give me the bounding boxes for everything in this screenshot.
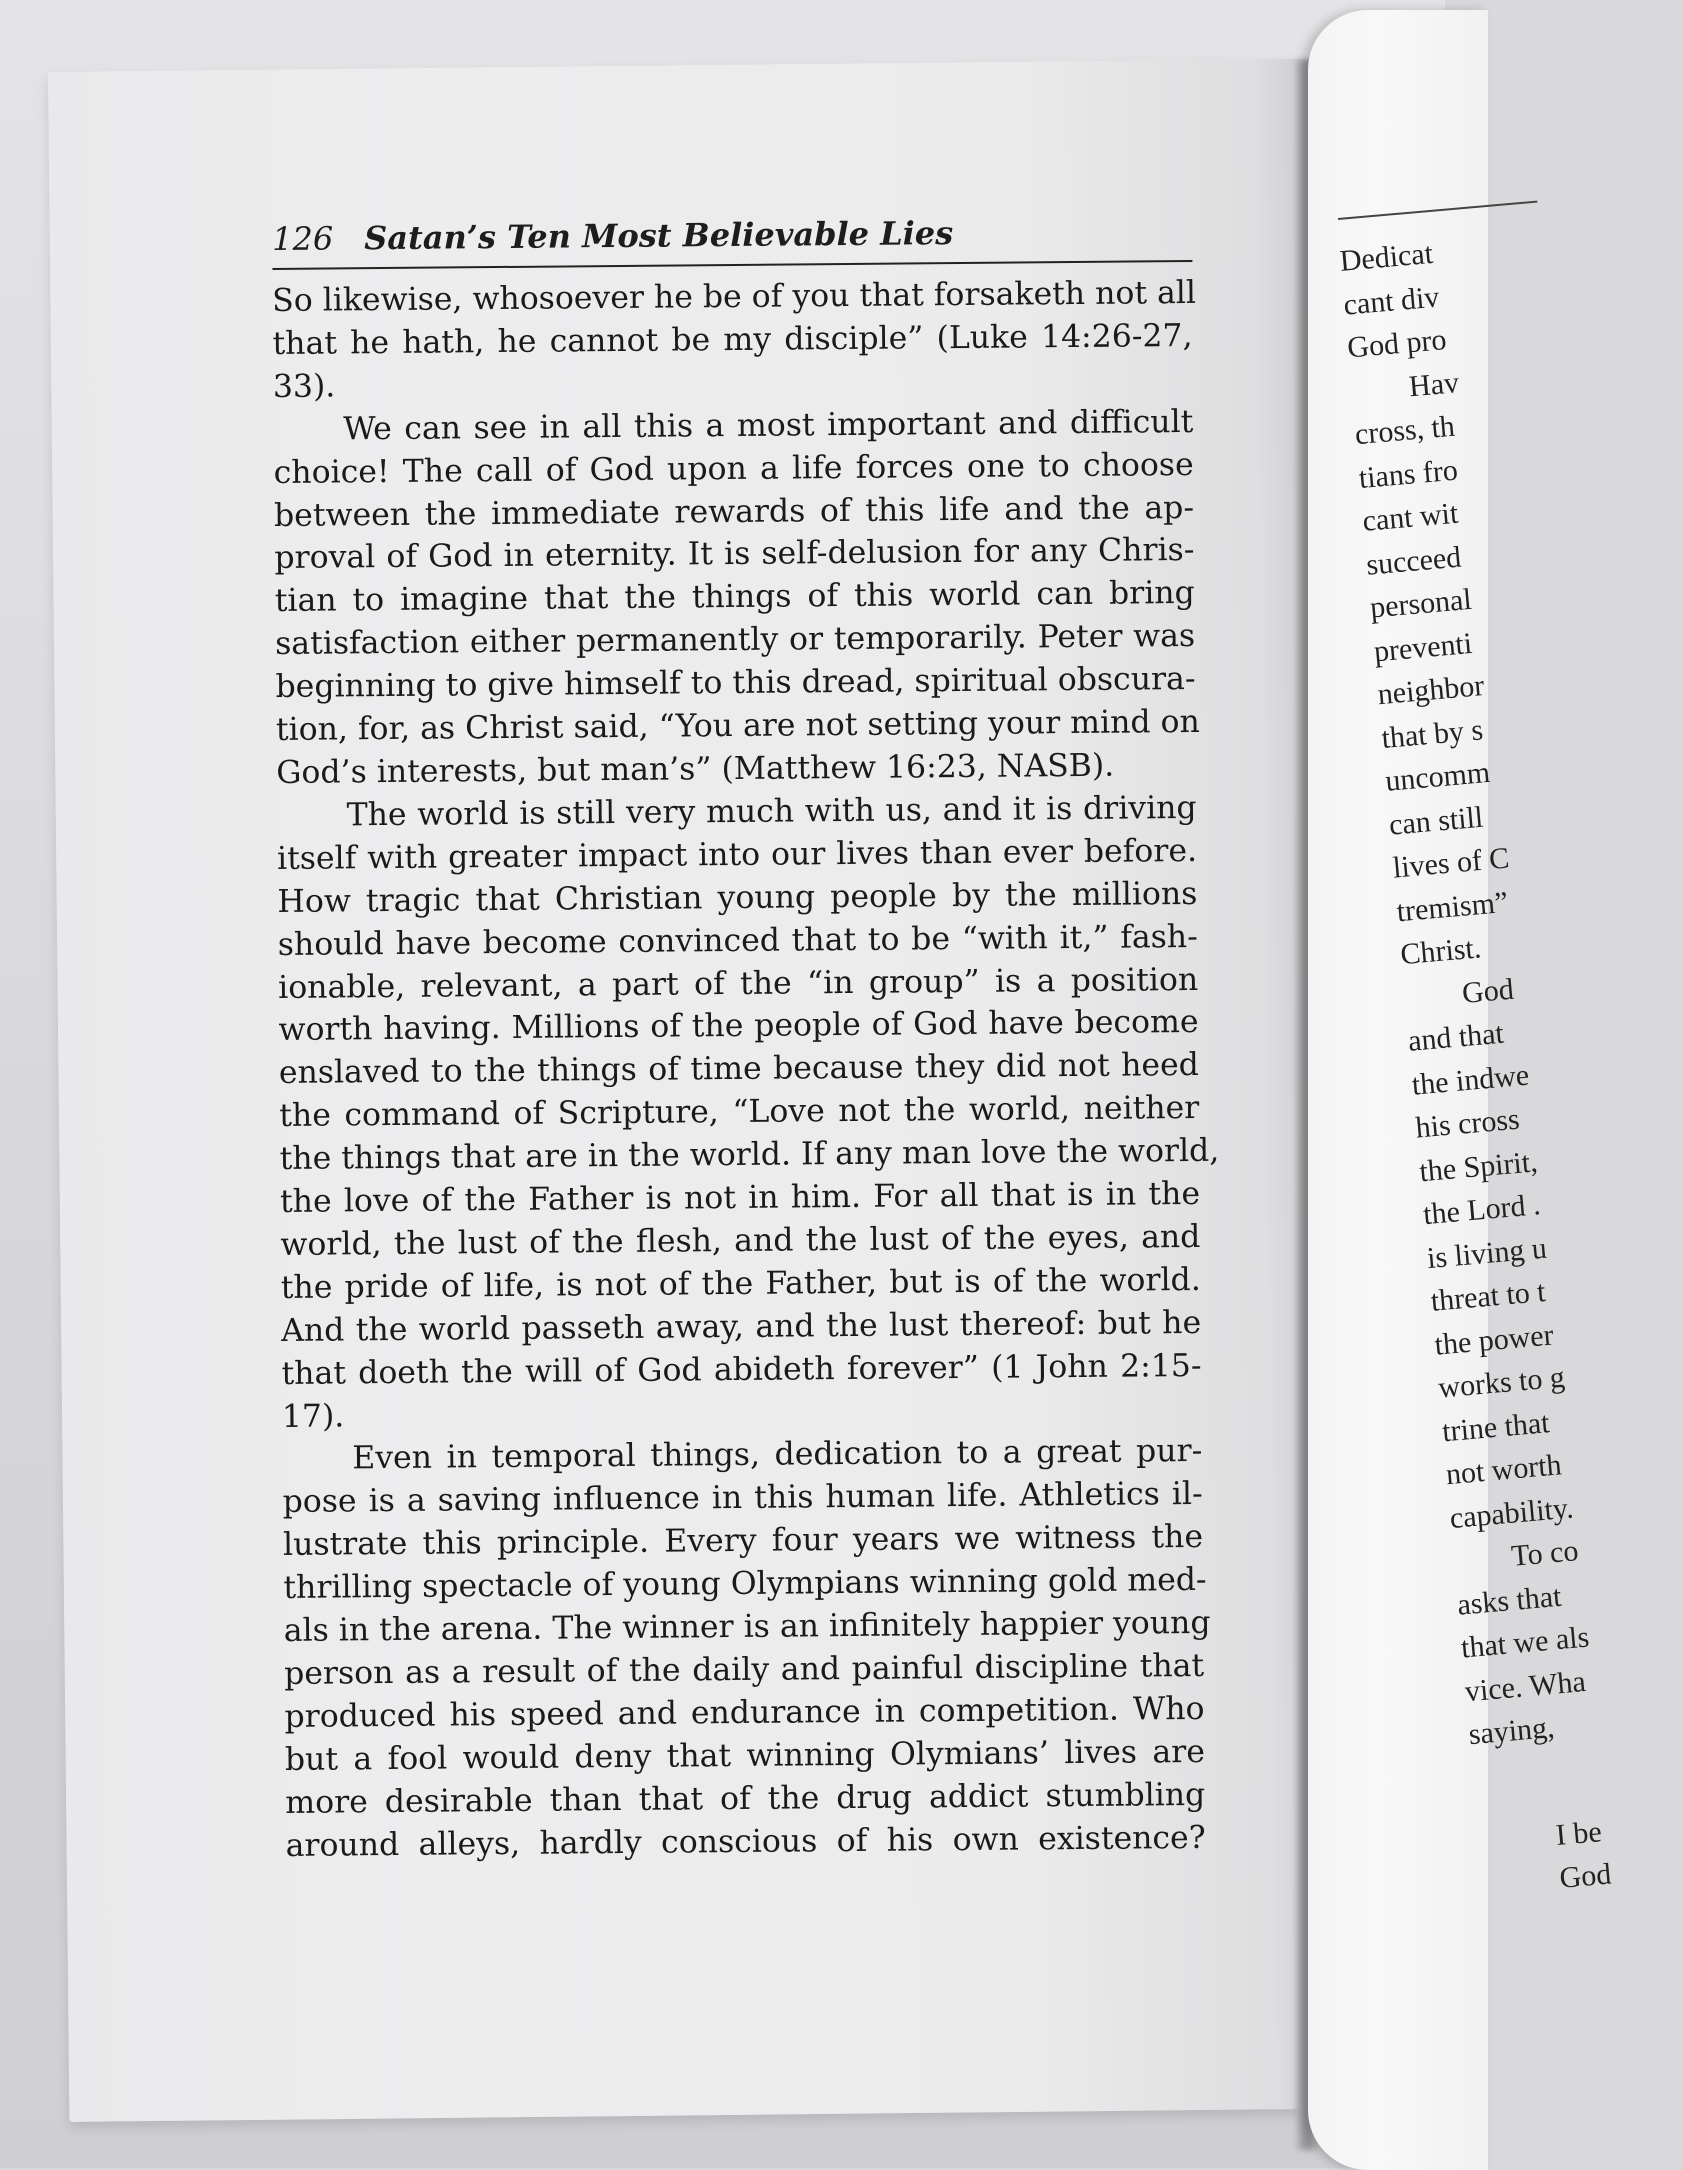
- text-line: worth having. Millions of the people of God have become: [278, 1004, 1199, 1049]
- text-line: Even in temporal things, dedication to a great pur-: [352, 1433, 1203, 1477]
- right-page-line: God pro: [1346, 323, 1448, 365]
- text-line: the things that are in the world. If any man love the world,: [279, 1132, 1220, 1178]
- right-page-line: cant div: [1342, 279, 1441, 322]
- text-line: should have become convinced that to be “with it,” fash-: [277, 918, 1198, 963]
- right-page-line: the power: [1433, 1317, 1555, 1362]
- right-page-line: uncomm: [1383, 755, 1492, 798]
- right-page-line: trine that: [1440, 1405, 1551, 1448]
- text-line: pose is a saving influence in this human life. Athletics il-: [282, 1476, 1203, 1521]
- text-line: So likewise, whosoever he be of you that forsaketh not all: [272, 274, 1197, 319]
- right-page-line: Christ.: [1399, 931, 1483, 972]
- book-title: Satan’s Ten Most Believable Lies: [364, 214, 954, 258]
- text-line: between the immediate rewards of this life and the ap-: [273, 489, 1195, 534]
- right-page-line: capability.: [1448, 1490, 1575, 1535]
- right-page-line: succeed: [1364, 540, 1463, 582]
- right-page-line: asks that: [1455, 1579, 1563, 1622]
- page-number: 126: [272, 219, 334, 258]
- right-page-line: that we als: [1459, 1620, 1591, 1665]
- text-line: thrilling spectacle of young Olympians winning gold med-: [283, 1562, 1207, 1607]
- right-page-line: God: [1558, 1857, 1613, 1895]
- text-line: 33).: [272, 368, 336, 405]
- text-line: the pride of life, is not of the Father, but is of the world.: [280, 1261, 1201, 1306]
- text-line: that he hath, he cannot be my disciple” (Luke 14:26-27,: [272, 317, 1193, 362]
- text-line: choice! The call of God upon a life forces one to choose: [273, 446, 1194, 491]
- text-line: world, the lust of the flesh, and the lust of the eyes, and: [280, 1218, 1201, 1263]
- text-line: als in the arena. The winner is an infinitely happier young: [283, 1604, 1211, 1650]
- right-page-header-rule: [1338, 201, 1537, 220]
- right-page-line: personal: [1368, 582, 1473, 625]
- text-line: the command of Scripture, “Love not the world, neither: [279, 1090, 1200, 1135]
- right-page-line: cant wit: [1361, 496, 1460, 538]
- text-line: ionable, relevant, a part of the “in group” is a position: [278, 961, 1199, 1006]
- text-line: produced his speed and endurance in competition. Who: [284, 1690, 1205, 1735]
- text-line: And the world passeth away, and the lust thereof: but he: [281, 1304, 1202, 1349]
- text-line: God’s interests, but man’s” (Matthew 16:23, NASB).: [276, 747, 1115, 791]
- text-line: person as a result of the daily and painful discipline that: [284, 1647, 1205, 1692]
- right-page-line: Hav: [1407, 365, 1461, 403]
- right-page-text: [1338, 223, 1683, 1908]
- right-page-line: God: [1460, 972, 1516, 1010]
- text-line: the love of the Father is not in him. For all that is in the: [279, 1175, 1201, 1220]
- right-page-line: saying,: [1467, 1710, 1556, 1752]
- right-page-line: To co: [1509, 1534, 1580, 1573]
- text-line: We can see in all this a most important and difficult: [343, 403, 1194, 448]
- right-page-line: tians fro: [1357, 453, 1460, 495]
- body-text: [272, 272, 1220, 1867]
- right-page-line: Dedicat: [1338, 236, 1435, 278]
- text-line: The world is still very much with us, and it is driving: [346, 789, 1197, 834]
- text-line: beginning to give himself to this dread, spiritual obscura-: [275, 661, 1196, 706]
- text-line: 17).: [281, 1397, 345, 1435]
- right-page-line: the Lord .: [1421, 1188, 1542, 1232]
- right-page-line: preventi: [1372, 626, 1474, 668]
- text-line: itself with greater impact into our lives than ever before.: [276, 832, 1198, 877]
- right-page-line: the Spirit,: [1418, 1144, 1539, 1188]
- right-page-line: and that: [1406, 1016, 1506, 1058]
- right-page-line: is living u: [1425, 1231, 1549, 1275]
- text-line: proval of God in eternity. It is self-delusion for any Chris-: [274, 532, 1195, 577]
- right-page-line: his cross: [1414, 1102, 1521, 1145]
- right-page-line: lives of C: [1391, 841, 1511, 885]
- right-page-line: can still: [1387, 800, 1485, 842]
- right-page-line: the indwe: [1410, 1058, 1531, 1102]
- right-page-line: I be: [1554, 1814, 1603, 1852]
- right-page: [1308, 10, 1613, 2170]
- running-header: [272, 210, 1192, 270]
- text-line: that doeth the will of God abideth forever” (1 John 2:15-: [281, 1347, 1202, 1392]
- text-line: tion, for, as Christ said, “You are not setting your mind on: [275, 703, 1201, 749]
- right-page-line: that by s: [1380, 712, 1485, 755]
- right-page-line: threat to t: [1429, 1274, 1547, 1318]
- text-line: lustrate this principle. Every four years we witness the: [282, 1519, 1204, 1564]
- text-line: How tragic that Christian young people by the millions: [277, 875, 1198, 920]
- right-page-line: tremism”: [1395, 885, 1510, 928]
- text-line: more desirable than that of the drug addict stumbling: [285, 1776, 1206, 1821]
- text-line: tian to imagine that the things of this world can bring: [274, 575, 1195, 620]
- text-line: but a fool would deny that winning Olymians’ lives are: [284, 1733, 1206, 1778]
- text-line: satisfaction either permanently or temporarily. Peter was: [275, 618, 1196, 663]
- right-page-line: cross, th: [1353, 409, 1457, 452]
- text-line: around alleys, hardly conscious of his own existence?: [285, 1819, 1206, 1864]
- text-line: enslaved to the things of time because they did not heed: [278, 1047, 1200, 1092]
- right-page-line: not worth: [1444, 1448, 1563, 1492]
- right-page-line: neighbor: [1376, 669, 1486, 712]
- right-page-line: vice. Wha: [1463, 1664, 1588, 1708]
- right-page-line: works to g: [1437, 1360, 1567, 1405]
